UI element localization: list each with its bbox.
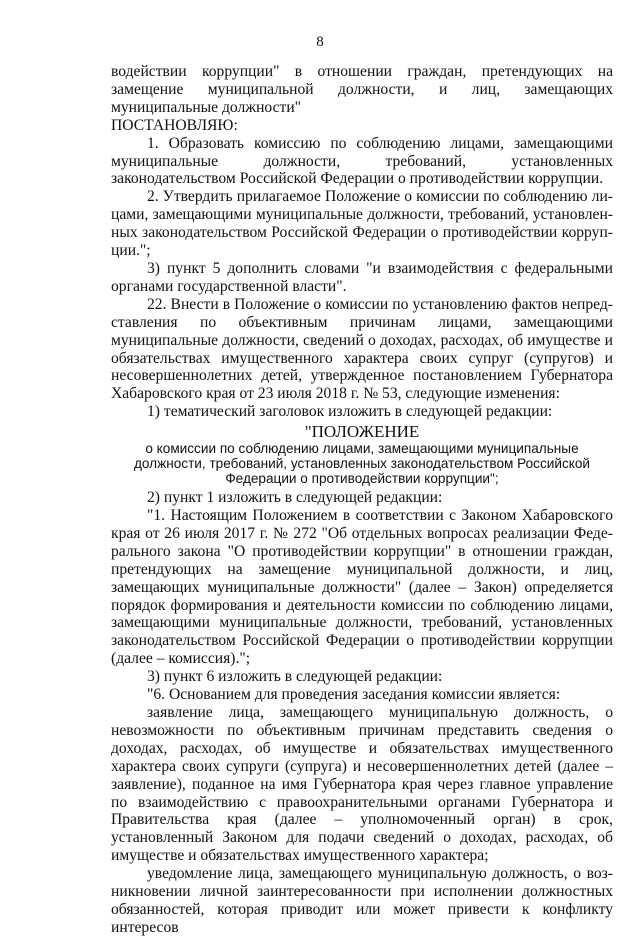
paragraph-clause-6: "6. Основанием для проведения заседания комиссии является: — [147, 686, 561, 704]
resolution-keyword: ПОСТАНОВЛЯЮ: — [111, 116, 238, 134]
paragraph-subitem-3b: 3) пункт 6 изложить в следующей редакции: — [147, 668, 443, 686]
paragraph-item-2: 2. Утвердить прилагаемое Положение о комиссии по соблюдению лицами, замещающими муниципальные должности, требований, установленных законодательством Российской Федерации о противодействии коррупции."; — [111, 188, 613, 260]
regulation-subtitle: о комиссии по соблюдению лицами, замещающими муниципальные должности, требований, установленных законодательством Российской Федерации о противодействии коррупции"; — [133, 441, 591, 487]
paragraph-application: заявление лица, замещающего муниципальную должность, о невозможности по объективным причинам представить сведения о доходах, расходах, об имуществе и обязательствах имущественного характера своих супруги (супруга) и несовершеннолетних детей (далее – заявление), поданное на имя Губернатора края через главное управление по взаимодействию с правоохранительными органами Губернатора и Правительства края (далее – уполномоченный орган) в срок, установленный Законом для подачи сведений о доходах, расходах, об имуществе и обязательствах имущественного характера; — [111, 704, 613, 865]
paragraph-subitem-3: 3) пункт 5 дополнить словами "и взаимодействия с федеральными органами государственной власти". — [111, 259, 613, 295]
paragraph-notification: уведомление лица, замещающего муниципальную должность, о возникновении личной заинтересованности при исполнении должностных обязанностей, которая приводит или может привести к конфликту интересов — [111, 865, 613, 936]
paragraph-item-1: 1. Образовать комиссию по соблюдению лицами, замещающими муниципальные должности, требований, установленных законодательством Российской Федерации о противодействии коррупции. — [111, 134, 613, 188]
document-body — [111, 63, 613, 937]
paragraph-continuation: водействии коррупции" в отношении граждан, претендующих на замещение муниципальной должности, и лиц, замещающих муниципальные должности" — [111, 63, 613, 116]
paragraph-subitem-1: 1) тематический заголовок изложить в следующей редакции: — [147, 403, 553, 421]
page-number: 8 — [316, 34, 324, 50]
paragraph-subitem-2: 2) пункт 1 изложить в следующей редакции: — [147, 489, 443, 507]
paragraph-clause-1-text: "1. Настоящим Положением в соответствии с Законом Хабаровского края от 26 июля 2017 г. № 272 "Об отдельных вопросах реализации Федерального закона "О противодействии коррупции" в отношении граждан, претендующих на замещение муниципальной должности, и лиц, замещающих муниципальные должности" (далее – Закон) определяется порядок формирования и деятельности комиссии по соблюдению лицами, замещающими муниципальные должности, требований, установленных законодательством Российской Федерации о противодействии коррупции (далее – комиссия)."; — [111, 507, 613, 668]
regulation-title: "ПОЛОЖЕНИЕ — [304, 422, 420, 442]
paragraph-item-22: 22. Внести в Положение о комиссии по установлению фактов непредставления по объективным причинам лицами, замещающими муниципальные должности, сведений о доходах, расходах, об имуществе и обязательствах имущественного характера своих супруг (супругов) и несовершеннолетних детей, утвержденное постановлением Губернатора Хабаровского края от 23 июля 2018 г. № 53, следующие изменения: — [111, 295, 613, 403]
